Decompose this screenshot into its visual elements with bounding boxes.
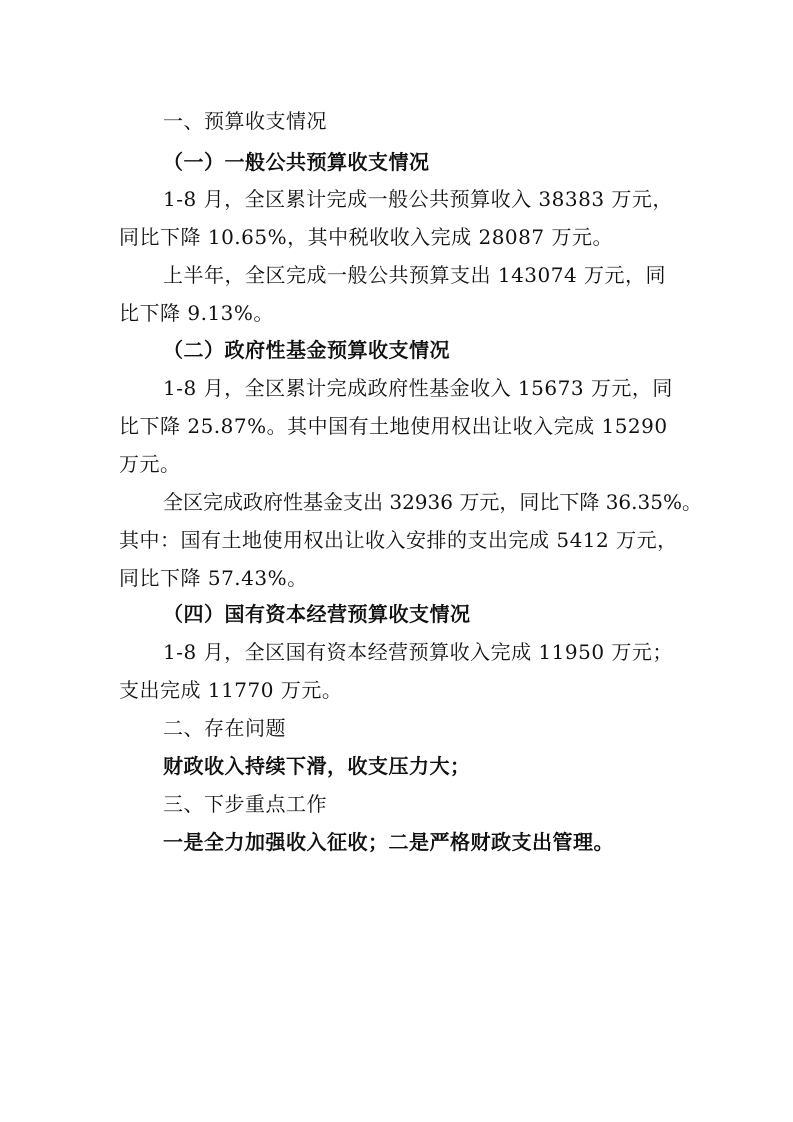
paragraph-line: 1-8 月，全区累计完成政府性基金收入 15673 万元，同 bbox=[163, 376, 673, 400]
paragraph-line: 同比下降 10.65%，其中税收收入完成 28087 万元。 bbox=[119, 225, 613, 249]
subsection-heading-government-fund: （二）政府性基金预算收支情况 bbox=[163, 338, 450, 362]
next-steps-text: 一是全力加强收入征收；二是严格财政支出管理。 bbox=[163, 830, 614, 854]
paragraph-line: 上半年，全区完成一般公共预算支出 143074 万元，同 bbox=[163, 263, 667, 287]
subsection-heading-general-budget: （一）一般公共预算收支情况 bbox=[163, 150, 430, 174]
paragraph-line: 同比下降 57.43%。 bbox=[119, 566, 308, 590]
section-heading-next-steps: 三、下步重点工作 bbox=[163, 792, 327, 816]
paragraph-line: 1-8 月，全区国有资本经营预算收入完成 11950 万元； bbox=[163, 640, 673, 664]
issues-text: 财政收入持续下滑，收支压力大； bbox=[163, 754, 471, 778]
paragraph-line: 全区完成政府性基金支出 32936 万元，同比下降 36.35%。 bbox=[163, 490, 702, 514]
section-heading-issues: 二、存在问题 bbox=[163, 716, 286, 740]
paragraph-line: 比下降 9.13%。 bbox=[119, 301, 274, 325]
section-heading-budget: 一、预算收支情况 bbox=[163, 109, 327, 133]
subsection-heading-state-capital: （四）国有资本经营预算收支情况 bbox=[163, 602, 471, 626]
paragraph-line: 万元。 bbox=[119, 452, 181, 476]
paragraph-line: 比下降 25.87%。其中国有土地使用权出让收入完成 15290 bbox=[119, 414, 668, 438]
paragraph-line: 1-8 月，全区累计完成一般公共预算收入 38383 万元， bbox=[163, 187, 673, 211]
paragraph-line: 支出完成 11770 万元。 bbox=[119, 678, 343, 702]
paragraph-line: 其中：国有土地使用权出让收入安排的支出完成 5412 万元， bbox=[119, 528, 678, 552]
